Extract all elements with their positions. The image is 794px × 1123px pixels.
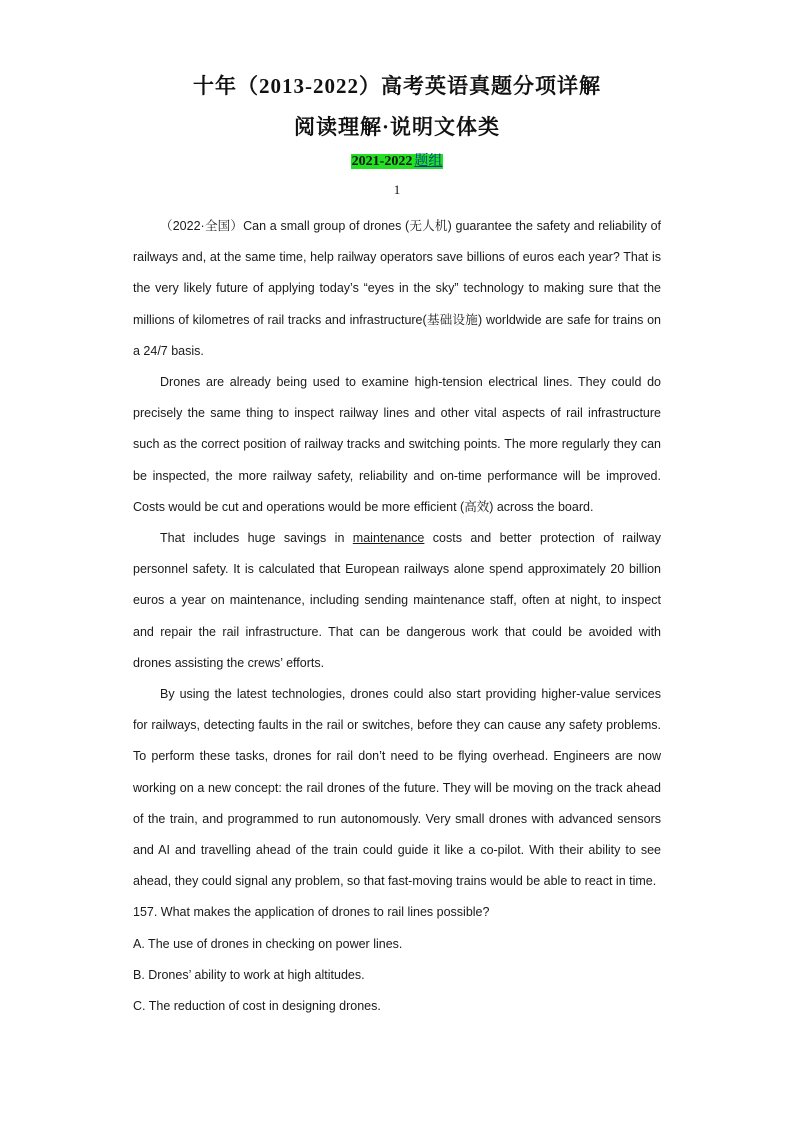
group-tag <box>0 150 794 170</box>
group-label: 题组 <box>414 154 443 169</box>
paragraph-3 <box>133 523 661 679</box>
paragraph-1: （2022·全国）Can a small group of drones (无人机) guarantee the safety and reliability of railways and, at the same time, help railway operators save billions of euros each year? That is the very likely future of applying today’s “eyes in the sky” technology to making sure that the millions of kilometres of rail tracks and infrastructure(基础设施) worldwide are safe for trains on a 24/7 basis. <box>133 219 661 358</box>
option-a: A. The use of drones in checking on power lines. <box>133 936 403 951</box>
underlined-word: maintenance <box>352 531 425 546</box>
document-subtitle: 阅读理解·说明文体类 <box>293 115 500 139</box>
question-stem: 157. What makes the application of drones to rail lines possible? <box>133 905 490 920</box>
document-title: 十年（2013-2022）高考英语真题分项详解 <box>193 74 601 98</box>
group-years: 2021-2022 <box>351 154 413 169</box>
passage-number: 1 <box>393 182 401 197</box>
option-b: B. Drones’ ability to work at high altitudes. <box>133 967 365 982</box>
option-c: C. The reduction of cost in designing drones. <box>133 999 381 1014</box>
paragraph-3-before: That includes huge savings in <box>160 531 353 546</box>
paragraph-3-after: costs and better protection of railway personnel safety. It is calculated that European railways alone spend approximately 20 billion euros a year on maintenance, including sending maintenance staff, often at night, to inspect and repair the rail infrastructure. That can be dangerous work that could be avoided with drones assisting the crews’ efforts. <box>133 531 661 670</box>
passage-body <box>133 211 661 1022</box>
paragraph-2: Drones are already being used to examine high-tension electrical lines. They could do precisely the same thing to inspect railway lines and other vital aspects of rail infrastructure such as the correct position of railway tracks and switching points. The more regularly they can be inspected, the more railway safety, reliability and on-time performance will be improved. Costs would be cut and operations would be more efficient (高效) across the board. <box>133 375 661 514</box>
paragraph-4: By using the latest technologies, drones could also start providing higher-value services for railways, detecting faults in the rail or switches, before they can cause any safety problems. To perform these tasks, drones for rail don’t need to be flying overhead. Engineers are now working on a new concept: the rail drones of the future. They will be moving on the track ahead of the train, and programmed to run autonomously. Very small drones with advanced sensors and AI and travelling ahead of the train could guide it like a co-pilot. With their ability to see ahead, they could signal any problem, so that fast-moving trains would be able to react in time. <box>133 687 661 889</box>
